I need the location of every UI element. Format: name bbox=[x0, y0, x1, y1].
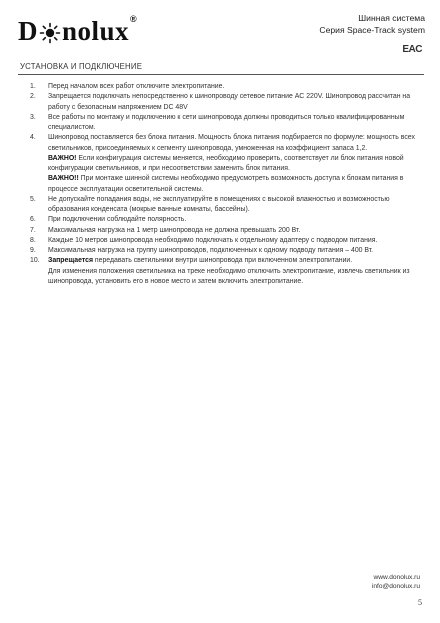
instruction-item bbox=[28, 226, 424, 236]
logo-text-right: nolux bbox=[62, 16, 130, 46]
instruction-number: 3. bbox=[30, 113, 36, 121]
note-text: При монтаже шинной системы необходимо предусмотреть возможность доступа к блокам питания в процессе эксплуатации осветительной системы. bbox=[48, 175, 404, 193]
instruction-text bbox=[48, 246, 424, 256]
instruction-line: Каждые 10 метров шинопровода необходимо подключать к отдельному адаптеру с подводом питания. bbox=[48, 236, 378, 244]
instruction-emphasis: Запрещается bbox=[48, 257, 93, 265]
section-title: УСТАНОВКА И ПОДКЛЮЧЕНИЕ bbox=[20, 62, 143, 71]
instruction-number: 9. bbox=[30, 247, 36, 254]
note-warning-label: ВАЖНО! bbox=[48, 154, 77, 162]
instruction-number: 5. bbox=[30, 195, 36, 203]
instruction-line: При подключении соблюдайте полярность. bbox=[48, 216, 187, 224]
instruction-number: 1. bbox=[30, 83, 36, 90]
instruction-text bbox=[48, 82, 424, 92]
instruction-line: Максимальная нагрузка на группу шинопроводов, подключенных к одному подводу питания – 400 Вт. bbox=[48, 247, 374, 254]
instruction-text bbox=[48, 215, 424, 225]
note-text: Если конфигурация системы меняется, необходимо проверить, соответствует ли блок питания новой конфигурации светильников, и при несоответствии заменить блок питания. bbox=[48, 154, 404, 172]
instruction-text bbox=[48, 92, 424, 113]
instruction-number: 8. bbox=[30, 236, 36, 244]
instruction-line: Все работы по монтажу и подключению к сети шинопровода должны проводиться только квалифицированным специалистом. bbox=[48, 113, 405, 131]
website-link[interactable]: www.donolux.ru bbox=[373, 574, 420, 581]
series-name: Серия Space-Track system bbox=[319, 25, 425, 35]
instruction-number: 10. bbox=[30, 257, 40, 265]
instruction-number: 2. bbox=[30, 93, 36, 101]
note-warning-label: ВАЖНО!! bbox=[48, 175, 79, 183]
instruction-note bbox=[48, 174, 424, 195]
series-category: Шинная система bbox=[358, 13, 425, 23]
instruction-text bbox=[48, 133, 424, 154]
instruction-line: Шинопровод поставляется без блока питания. Мощность блока питания подбирается по формуле: мощность всех светильников, присоединяемых к сегменту шинопровода, умноженная на коэффициент запаса 1,2. bbox=[48, 134, 415, 152]
eac-cert-mark: EAC bbox=[402, 44, 422, 55]
instruction-line: Не допускайте попадания воды, не эксплуатируйте в помещениях с высокой влажностью и возможностью образования конденсата (мокрые ванные комнаты, бассейны). bbox=[48, 195, 390, 213]
instruction-number: 7. bbox=[30, 226, 36, 234]
instruction-line: Перед началом всех работ отключите электропитание. bbox=[48, 83, 225, 90]
instruction-item bbox=[28, 256, 424, 287]
series-header bbox=[319, 12, 425, 36]
instruction-text bbox=[48, 236, 424, 246]
email-link[interactable]: info@donolux.ru bbox=[371, 583, 420, 590]
instruction-line: Максимальная нагрузка на 1 метр шинопровода не должна превышать 200 Вт. bbox=[48, 226, 301, 234]
instruction-note bbox=[48, 267, 424, 288]
instruction-line: передавать светильники внутри шинопровода при включенном электропитании. bbox=[92, 257, 353, 265]
instruction-item bbox=[28, 133, 424, 195]
instruction-item bbox=[28, 113, 424, 134]
section-divider bbox=[18, 74, 424, 75]
instruction-item bbox=[28, 246, 424, 256]
instruction-item bbox=[28, 92, 424, 113]
instruction-item bbox=[28, 236, 424, 246]
instruction-text bbox=[48, 195, 424, 216]
instruction-item bbox=[28, 215, 424, 225]
instruction-number: 4. bbox=[30, 134, 36, 142]
logo-text-left: D bbox=[18, 16, 38, 46]
note-text: Для изменения положения светильника на треке необходимо отключить электропитание, извлечь светильник из шинопровода, установить его в новое место и затем включить электропитание. bbox=[48, 267, 410, 285]
instruction-item bbox=[28, 195, 424, 216]
footer-contacts bbox=[372, 573, 420, 591]
instruction-text bbox=[48, 226, 424, 236]
instruction-note bbox=[48, 154, 424, 175]
instruction-text bbox=[48, 113, 424, 134]
instruction-item bbox=[28, 82, 424, 92]
instruction-number: 6. bbox=[30, 216, 36, 224]
sun-burst-icon bbox=[39, 22, 61, 44]
instruction-list bbox=[28, 82, 424, 287]
page-number: 5 bbox=[418, 598, 422, 607]
instruction-line: Запрещается подключать непосредственно к шинопроводу сетевое питание AC 220V. Шинопровод рассчитан на работу с безопасным напряжением DC 48V bbox=[48, 93, 411, 111]
brand-logo bbox=[18, 14, 138, 46]
registered-mark: ® bbox=[130, 14, 138, 24]
instruction-text bbox=[48, 256, 424, 266]
